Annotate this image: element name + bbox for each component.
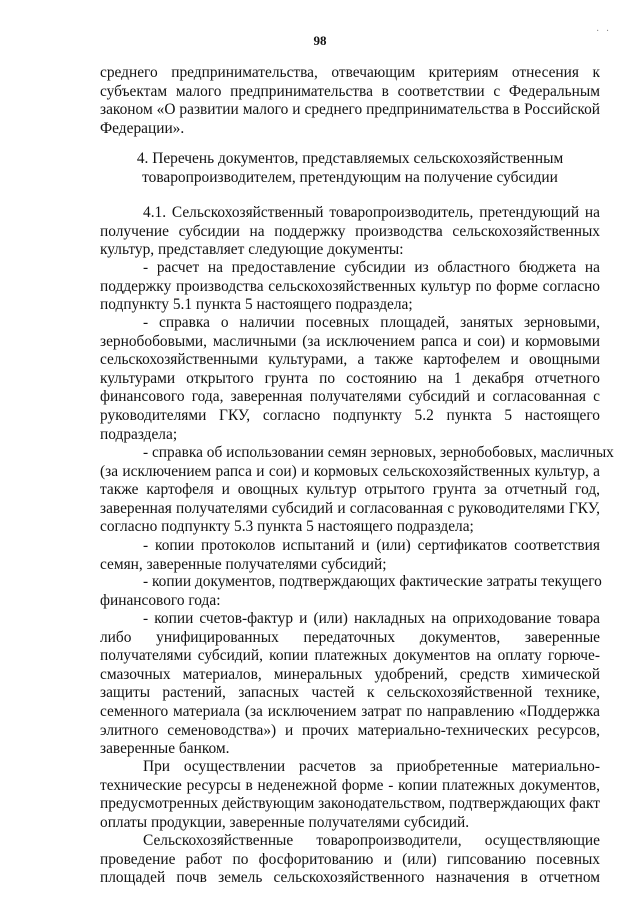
text-line: среднего предпринимательства, отвечающим критериям отнесения к [100,64,600,81]
paragraph-continuation [100,64,600,138]
text-line: подпункту 5.1 пункта 5 настоящего подраздела; [100,296,413,314]
text-line: заверенная получателями субсидий и согласованная с руководителями ГКУ, [100,499,600,517]
text-line: защиты растений, запасных частей к сельскохозяйственной технике, [100,684,600,702]
text-line: финансового года, заверенная получателями субсидий и согласованная с [100,388,600,406]
text-line: - справка об использовании семян зерновых, зернобобовых, масличных [143,444,614,461]
text-line: также картофеля и овощных культур отрытого грунта за отчетный год, [100,481,600,499]
list-item-invoices [100,610,600,759]
paragraph-phosphoritization [100,832,600,888]
list-item-area-certificate [100,314,600,444]
text-line: законом «О развитии малого и среднего предпринимательства в Российской [100,101,600,119]
text-line: - копии счетов-фактур и (или) накладных на оприходование товара [143,610,600,627]
text-line: семян, заверенные получателями субсидий; [100,555,387,573]
list-item-calculation [100,259,600,315]
text-line: получение субсидии на поддержку производства сельскохозяйственных [100,222,600,240]
text-line: смазочных материалов, минеральных удобрений, средств химической [100,665,600,683]
text-line: - справка о наличии посевных площадей, занятых зерновыми, [143,314,600,331]
section-heading [100,150,600,187]
text-line: оплаты продукции, заверенные получателями субсидий. [100,813,470,831]
text-line: зернобобовыми, масличными (за исключением рапса и сои) и кормовыми [100,332,600,350]
text-line: площадей почв земель сельскохозяйственного назначения в отчетном [100,869,600,887]
text-line: культур, представляет следующие документы: [100,241,404,259]
text-line: элитного семеноводства») и прочих материально-технических ресурсов, [100,721,600,739]
text-line: получателями субсидий, копии платежных документов на оплату горюче- [100,647,600,665]
text-line: - копии протоколов испытаний и (или) сертификатов соответствия [143,537,600,554]
text-line: финансового года: [100,591,221,609]
text-line: поддержку производства сельскохозяйственных культур по форме согласно [100,277,600,295]
list-item-expense-documents [100,573,600,610]
text-line: проведение работ по фосфоритованию и (или) гипсованию посевных [100,850,600,868]
text-line: предусмотренных действующим законодательством, подтверждающих факт [100,795,600,813]
list-item-test-protocols [100,537,600,574]
text-line: (за исключением рапса и сои) и кормовых сельскохозяйственных культур, а [100,462,600,480]
text-line: - копии документов, подтверждающих фактические затраты текущего [143,573,602,590]
paragraph-non-monetary [100,758,600,832]
text-line: сельскохозяйственными культурами, а также картофелем и овощными [100,351,600,369]
corner-mark: · · [596,26,612,37]
text-line: - расчет на предоставление субсидии из областного бюджета на [143,259,600,276]
text-line: либо унифицированных передаточных документов, заверенные [100,628,600,646]
heading-line: 4. Перечень документов, представляемых сельскохозяйственным [136,150,564,167]
paragraph-4-1 [100,204,600,260]
text-line: культурами открытого грунта по состоянию на 1 декабря отчетного [100,369,600,387]
text-line: согласно подпункту 5.3 пункта 5 настоящего подраздела; [100,518,474,536]
text-line: заверенные банком. [100,740,230,758]
list-item-seed-certificate [100,444,614,537]
text-line: субъектам малого предпринимательства в соответствии с Федеральным [100,82,600,100]
text-line: При осуществлении расчетов за приобретенные материально- [143,758,600,775]
text-line: Сельскохозяйственные товаропроизводители, осуществляющие [143,832,600,849]
text-line: технические ресурсы в неденежной форме - копии платежных документов, [100,776,600,794]
text-line: Федерации». [100,119,185,137]
heading-line: товаропроизводителем, претендующим на получение субсидии [142,168,558,186]
text-line: 4.1. Сельскохозяйственный товаропроизводитель, претендующий на [143,204,600,221]
text-line: семенного материала (за исключением затрат по направлению «Поддержка [100,702,600,720]
page-number: 98 [313,33,327,48]
text-line: руководителями ГКУ, согласно подпункту 5.2 пункта 5 настоящего [100,406,600,424]
text-line: подраздела; [100,425,178,443]
